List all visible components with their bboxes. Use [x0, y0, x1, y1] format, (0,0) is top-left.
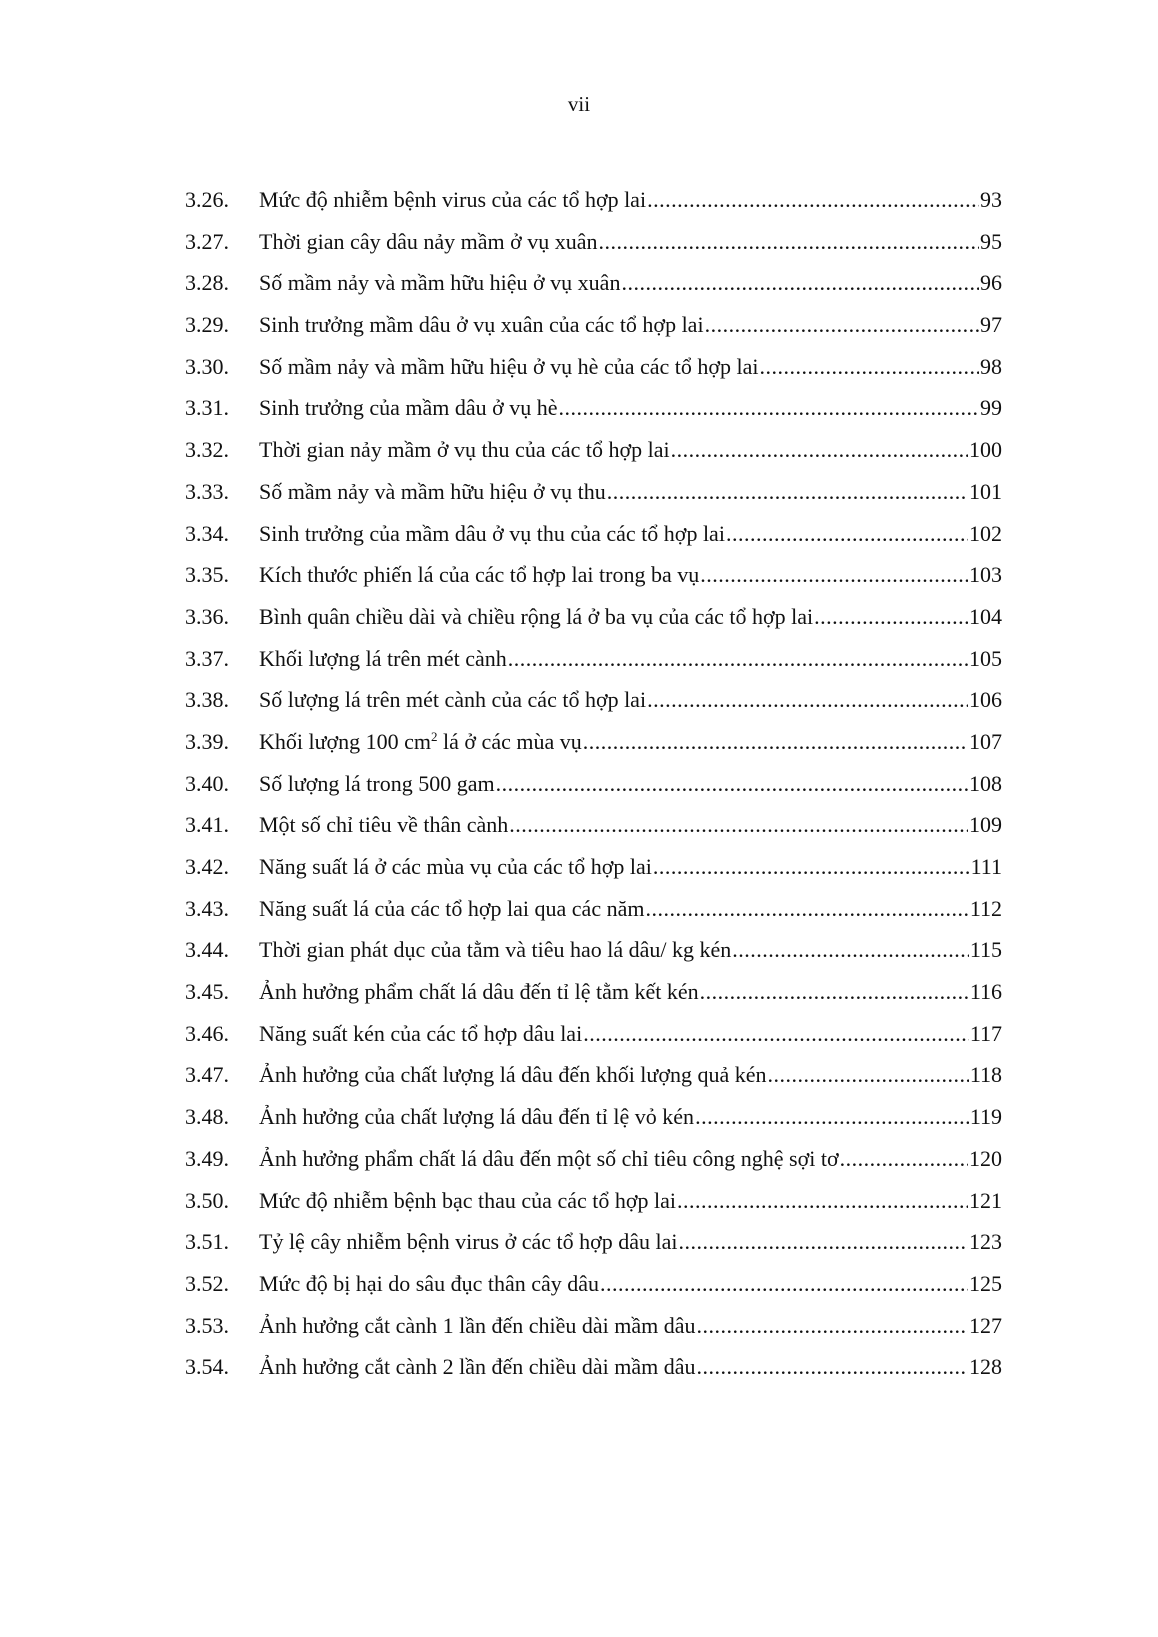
dot-leader [695, 1096, 969, 1138]
entry-title [259, 1346, 696, 1388]
toc-entry[interactable] [185, 1054, 1002, 1096]
entry-number: 3.47. [185, 1062, 229, 1088]
dot-leader [599, 221, 979, 263]
entry-page: 123 [969, 1229, 1002, 1255]
entry-number: 3.52. [185, 1270, 229, 1296]
entry-number: 3.33. [185, 478, 229, 504]
entry-page: 115 [969, 937, 1002, 963]
entry-page: 97 [980, 312, 1002, 338]
dot-leader [671, 429, 968, 471]
entry-number: 3.35. [185, 562, 229, 588]
toc-entry[interactable] [185, 804, 1002, 846]
entry-page: 96 [980, 270, 1002, 296]
entry-title [259, 804, 508, 846]
entry-title [259, 262, 620, 304]
entry-page: 125 [969, 1270, 1002, 1296]
dot-leader [700, 971, 969, 1013]
entry-title-text: Tỷ lệ cây nhiễm bệnh virus ở các tổ hợp dâu lai [259, 1229, 678, 1255]
dot-leader [814, 596, 968, 638]
dot-leader [600, 1263, 968, 1305]
dot-leader [697, 1346, 968, 1388]
entry-title-text: Mức độ nhiễm bệnh bạc thau của các tổ hợp lai [259, 1187, 676, 1213]
entry-page: 111 [970, 854, 1002, 879]
entry-number: 3.51. [185, 1229, 229, 1255]
entry-number: 3.49. [185, 1145, 229, 1171]
toc-entry[interactable] [185, 596, 1002, 638]
dot-leader [697, 1305, 968, 1347]
toc-entry[interactable] [185, 1263, 1002, 1305]
entry-number: 3.29. [185, 312, 229, 338]
toc-entry[interactable] [185, 1013, 1002, 1055]
entry-title-text: Ảnh hưởng phẩm chất lá dâu đến một số chỉ tiêu công nghệ sợi tơ [259, 1145, 839, 1171]
entry-number: 3.30. [185, 353, 229, 379]
entry-title-text: Số mầm nảy và mầm hữu hiệu ở vụ hè của các tổ hợp lai [259, 353, 759, 379]
entry-title [259, 596, 813, 638]
entry-title-text: Sinh trưởng mầm dâu ở vụ xuân của các tổ hợp lai [259, 312, 704, 338]
entry-number: 3.31. [185, 395, 229, 421]
dot-leader [607, 471, 968, 513]
entry-number: 3.53. [185, 1312, 229, 1338]
entry-title-text: Ảnh hưởng cắt cành 1 lần đến chiều dài mầm dâu [259, 1312, 696, 1338]
entry-title [259, 1096, 694, 1138]
entry-page: 112 [969, 895, 1002, 921]
entry-page: 121 [969, 1187, 1002, 1213]
entry-title-text: Bình quân chiều dài và chiều rộng lá ở ba vụ của các tổ hợp lai [259, 603, 814, 629]
entry-title-text: Số lượng lá trên mét cành của các tổ hợp lai [259, 687, 647, 713]
entry-number: 3.32. [185, 437, 229, 463]
entry-title [259, 554, 699, 596]
toc-entry[interactable] [185, 1096, 1002, 1138]
entry-title [259, 429, 670, 471]
toc-entry[interactable] [185, 471, 1002, 513]
entry-title [259, 638, 507, 680]
entry-title-text: Ảnh hưởng cắt cành 2 lần đến chiều dài mầm dâu [259, 1354, 696, 1380]
dot-leader [840, 1138, 968, 1180]
toc-entry[interactable] [185, 346, 1002, 388]
entry-title-text: Ảnh hưởng của chất lượng lá dâu đến khối lượng quả kén [259, 1062, 767, 1088]
entry-page: 106 [969, 687, 1002, 713]
entry-title [259, 304, 704, 346]
dot-leader [726, 513, 968, 555]
entry-title-text: Số mầm nảy và mầm hữu hiệu ở vụ xuân [259, 270, 621, 296]
dot-leader [653, 846, 970, 888]
toc-entry[interactable] [185, 638, 1002, 680]
entry-title [259, 1221, 678, 1263]
toc-entry[interactable] [185, 304, 1002, 346]
dot-leader [508, 638, 968, 680]
dot-leader [679, 1221, 968, 1263]
entry-title-text: Số lượng lá trong 500 gam [259, 770, 495, 796]
entry-page: 99 [980, 395, 1002, 421]
entry-page: 98 [980, 353, 1002, 379]
entry-number: 3.50. [185, 1187, 229, 1213]
entry-number: 3.37. [185, 645, 229, 671]
dot-leader [647, 679, 968, 721]
entry-number: 3.39. [185, 728, 229, 754]
dot-leader [559, 387, 979, 429]
entry-page: 105 [969, 645, 1002, 671]
entry-title-text: Thời gian phát dục của tằm và tiêu hao lá dâu/ kg kén [259, 937, 732, 963]
entry-number: 3.42. [185, 854, 229, 879]
entry-number: 3.44. [185, 937, 229, 963]
entry-title-text: Năng suất lá của các tổ hợp lai qua các năm [259, 895, 645, 921]
entry-number: 3.28. [185, 270, 229, 296]
entry-page: 107 [969, 728, 1002, 754]
toc-entry[interactable] [185, 429, 1002, 471]
entry-title-text: Năng suất kén của các tổ hợp dâu lai [259, 1020, 583, 1046]
entry-title-text: Mức độ nhiễm bệnh virus của các tổ hợp lai [259, 187, 647, 212]
toc-entry[interactable] [185, 888, 1002, 930]
entry-title [259, 1054, 767, 1096]
dot-leader [677, 1180, 968, 1222]
superscript: 2 [431, 728, 438, 744]
entry-title-text: Sinh trưởng của mầm dâu ở vụ thu của các tổ hợp lai [259, 520, 725, 546]
entry-title [259, 179, 646, 221]
dot-leader [700, 554, 968, 596]
entry-title [259, 846, 652, 888]
entry-page: 128 [969, 1354, 1002, 1380]
entry-title [259, 1263, 599, 1305]
entry-number: 3.40. [185, 770, 229, 796]
entry-number: 3.27. [185, 228, 229, 254]
entry-number: 3.45. [185, 979, 229, 1005]
entry-page: 116 [969, 979, 1002, 1005]
entry-title-text: Số mầm nảy và mầm hữu hiệu ở vụ thu [259, 478, 606, 504]
entry-title [259, 763, 495, 805]
entry-page: 104 [969, 603, 1002, 629]
entry-title-text: Khối lượng 100 cm [259, 728, 432, 754]
dot-leader [621, 262, 979, 304]
entry-page: 120 [969, 1145, 1002, 1171]
entry-title-text: Sinh trưởng của mầm dâu ở vụ hè [259, 395, 558, 421]
dot-leader [732, 929, 969, 971]
entry-title-text: Ảnh hưởng của chất lượng lá dâu đến tỉ lệ vỏ kén [259, 1104, 695, 1130]
toc-entry[interactable] [185, 971, 1002, 1013]
entry-page: 109 [969, 812, 1002, 838]
entry-page: 103 [969, 562, 1002, 588]
entry-title [259, 346, 759, 388]
toc-entry[interactable] [185, 554, 1002, 596]
toc-entry[interactable] [185, 1180, 1002, 1222]
dot-leader [645, 888, 968, 930]
entry-title [259, 929, 731, 971]
dot-leader [647, 179, 979, 221]
entry-page: 108 [969, 770, 1002, 796]
toc-entry[interactable] [185, 679, 1002, 721]
entry-number: 3.46. [185, 1020, 229, 1046]
dot-leader [496, 763, 968, 805]
entry-number: 3.48. [185, 1104, 229, 1130]
toc-entry[interactable] [185, 513, 1002, 555]
toc-entry[interactable] [185, 1138, 1002, 1180]
entry-page: 93 [980, 187, 1002, 212]
entry-title-text: Năng suất lá ở các mùa vụ của các tổ hợp lai [259, 854, 652, 879]
entry-title [259, 221, 598, 263]
entry-page: 118 [969, 1062, 1002, 1088]
entry-title-text: Một số chỉ tiêu về thân cành [259, 812, 509, 838]
entry-title [259, 471, 606, 513]
toc-entry[interactable] [185, 763, 1002, 805]
entry-title-text: Thời gian cây dâu nảy mầm ở vụ xuân [259, 228, 598, 254]
entry-title [259, 1180, 676, 1222]
toc-entry[interactable] [185, 1221, 1002, 1263]
toc-entry[interactable] [185, 929, 1002, 971]
entry-title [259, 888, 644, 930]
entry-title [259, 1013, 582, 1055]
dot-leader [705, 304, 979, 346]
entry-page: 119 [969, 1104, 1002, 1130]
entry-page: 101 [969, 478, 1002, 504]
entry-page: 117 [969, 1020, 1002, 1046]
entry-number: 3.34. [185, 520, 229, 546]
entry-title [259, 513, 725, 555]
entry-number: 3.54. [185, 1354, 229, 1380]
dot-leader [760, 346, 979, 388]
table-of-contents [185, 179, 1002, 1388]
toc-entry[interactable] [185, 1305, 1002, 1347]
dot-leader [768, 1054, 969, 1096]
toc-entry[interactable] [185, 387, 1002, 429]
dot-leader [583, 721, 968, 763]
page-number: vii [567, 92, 591, 116]
entry-title [259, 721, 582, 763]
entry-title-text: Khối lượng lá trên mét cành [259, 645, 507, 671]
entry-title-text-after: lá ở các mùa vụ [437, 728, 582, 754]
entry-title [259, 971, 699, 1013]
entry-number: 3.38. [185, 687, 229, 713]
entry-page: 95 [980, 228, 1002, 254]
entry-page: 127 [969, 1312, 1002, 1338]
toc-entry[interactable] [185, 179, 1002, 221]
entry-title-text: Mức độ bị hại do sâu đục thân cây dâu [259, 1270, 600, 1296]
toc-entry[interactable] [185, 262, 1002, 304]
entry-page: 100 [969, 437, 1002, 463]
entry-title [259, 679, 646, 721]
entry-title [259, 1305, 696, 1347]
entry-number: 3.43. [185, 895, 229, 921]
entry-title-text: Thời gian nảy mầm ở vụ thu của các tổ hợp lai [259, 437, 670, 463]
entry-number: 3.26. [185, 187, 229, 212]
dot-leader [583, 1013, 969, 1055]
toc-entry[interactable] [185, 721, 1002, 763]
entry-title-text: Ảnh hưởng phẩm chất lá dâu đến tỉ lệ tằm kết kén [259, 979, 699, 1005]
entry-title [259, 387, 558, 429]
entry-page: 102 [969, 520, 1002, 546]
toc-entry[interactable] [185, 846, 1002, 888]
entry-title [259, 1138, 839, 1180]
toc-entry[interactable] [185, 1346, 1002, 1388]
dot-leader [509, 804, 968, 846]
entry-number: 3.41. [185, 812, 229, 838]
toc-entry[interactable] [185, 221, 1002, 263]
entry-number: 3.36. [185, 603, 229, 629]
entry-title-text: Kích thước phiến lá của các tổ hợp lai trong ba vụ [259, 562, 700, 588]
